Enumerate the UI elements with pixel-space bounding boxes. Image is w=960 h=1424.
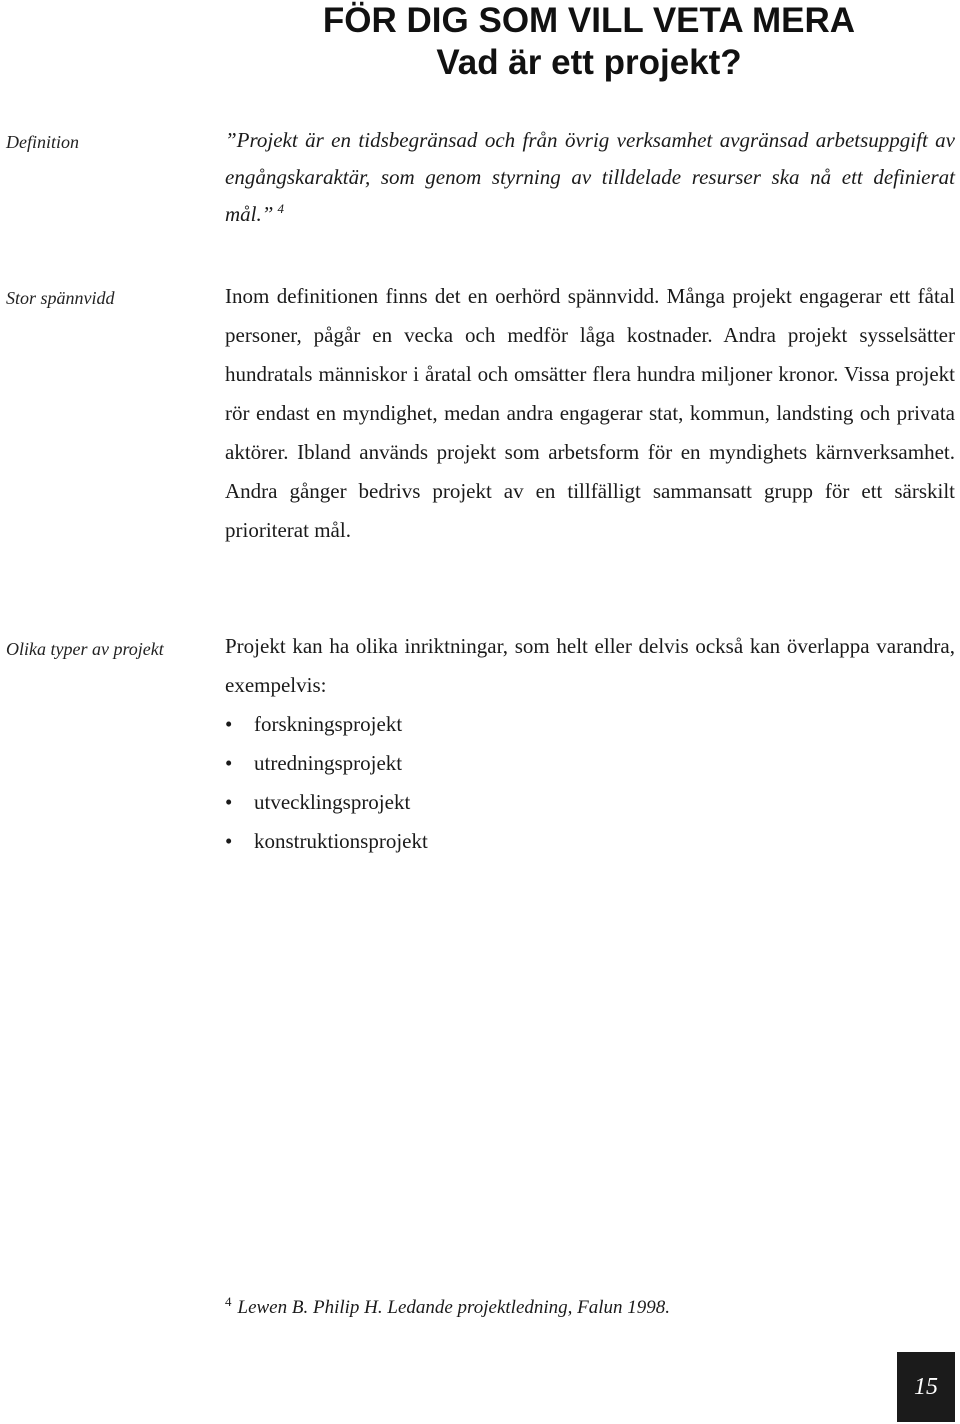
bullet-icon: • xyxy=(225,790,233,814)
list-item xyxy=(225,705,955,744)
list-item-text: utredningsprojekt xyxy=(254,751,403,775)
types-label: Olika typer av projekt xyxy=(6,639,164,659)
bullet-icon: • xyxy=(225,712,233,736)
list-item-text: konstruktionsprojekt xyxy=(254,829,428,853)
footnote-number: 4 xyxy=(225,1293,232,1309)
footnote xyxy=(225,1294,670,1322)
definition-label: Definition xyxy=(6,132,79,152)
definition-text: ”Projekt är en tidsbegränsad och från övrig verksamhet avgränsad arbetsuppgift av engångskaraktär, som genom styrning av tilldelade resurser ska nå ett definierat mål.” xyxy=(225,128,955,226)
footnote-reference: 4 xyxy=(277,201,284,216)
types-intro: Projekt kan ha olika inriktningar, som helt eller delvis också kan överlappa varandra, exempelvis: xyxy=(225,634,955,697)
footnote-text: Lewen B. Philip H. Ledande projektledning, Falun 1998. xyxy=(237,1297,671,1318)
list-item xyxy=(225,783,955,822)
list-item xyxy=(225,744,955,783)
list-item xyxy=(225,822,955,861)
range-label: Stor spännvidd xyxy=(6,288,115,308)
list-item-text: forskningsprojekt xyxy=(254,712,403,736)
bullet-icon: • xyxy=(225,751,233,775)
title-line-2: Vad är ett projekt? xyxy=(436,43,742,82)
bullet-icon: • xyxy=(225,829,233,853)
page-number xyxy=(897,1352,955,1422)
page-title xyxy=(0,0,960,84)
page-number-text: 15 xyxy=(914,1373,938,1400)
range-paragraph: Inom definitionen finns det en oerhörd spännvidd. Många projekt engagerar ett fåtal personer, pågår en vecka och medför låga kostnader. Andra projekt sysselsätter hundratals människor i åratal och omsätter flera hundra miljoner kronor. Vissa projekt rör endast en myndighet, medan andra engagerar stat, kommun, landsting och privata aktörer. Ibland används projekt som arbetsform för en myndighets kärnverksamhet. Andra gånger bedrivs projekt av en tillfälligt sammansatt grupp för ett särskilt prioriterat mål. xyxy=(225,284,955,542)
types-section xyxy=(225,627,955,861)
title-line-1: FÖR DIG SOM VILL VETA MERA xyxy=(322,1,856,40)
list-item-text: utvecklingsprojekt xyxy=(254,790,411,814)
definition-quote xyxy=(225,122,955,233)
project-types-list xyxy=(225,705,955,861)
